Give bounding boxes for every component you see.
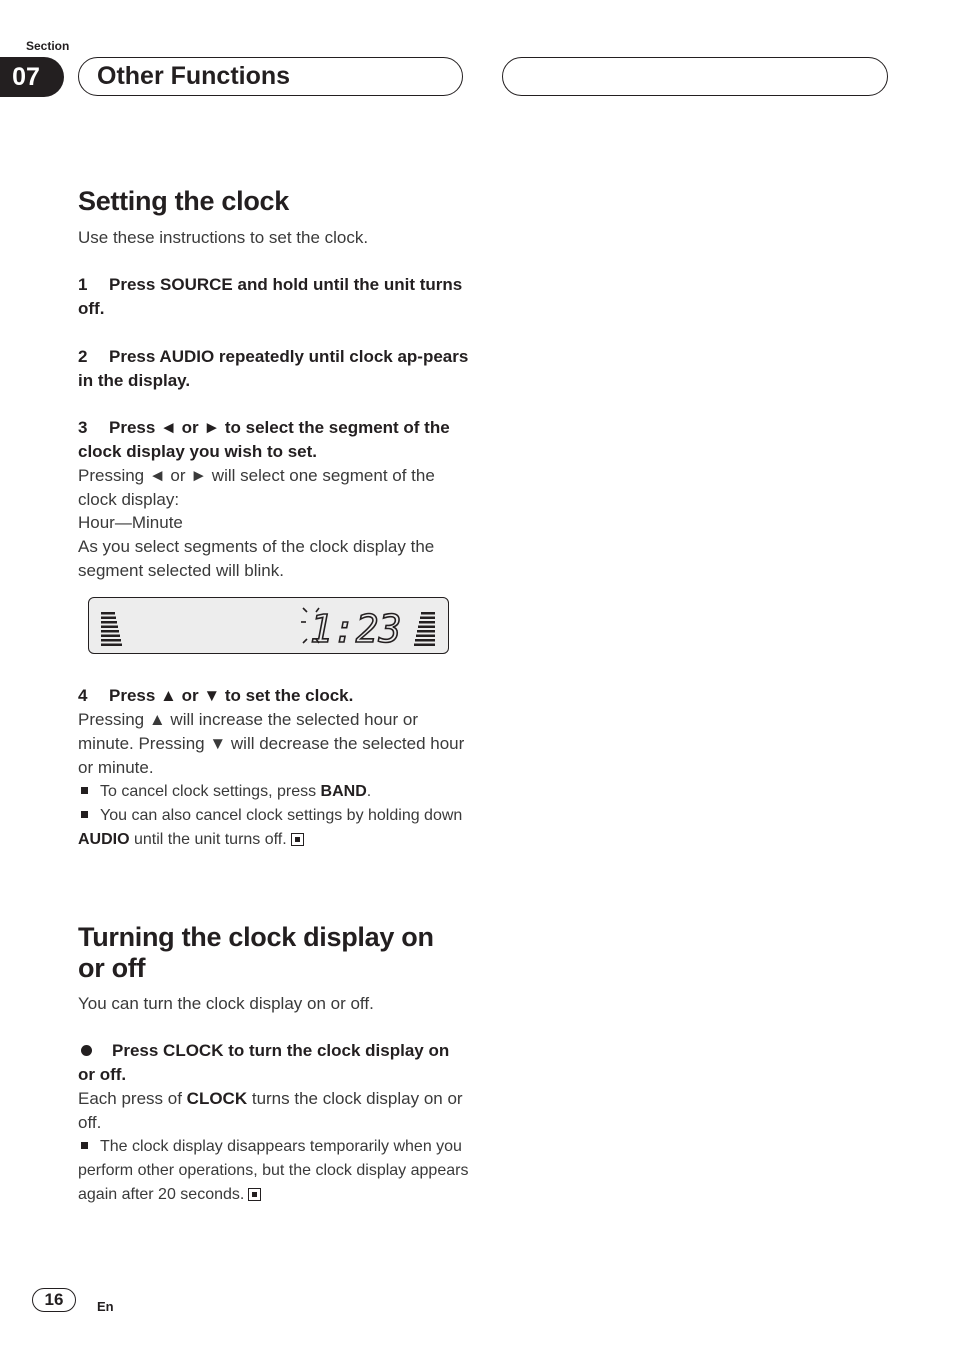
step-text: Press AUDIO repeatedly until clock ap-pears in the display. — [78, 347, 469, 390]
desc-key: CLOCK — [186, 1089, 248, 1108]
heading-setting-clock: Setting the clock — [78, 186, 289, 216]
step-3-segments: Hour—Minute — [78, 513, 183, 532]
note-text: You can also cancel clock settings by holding down — [100, 807, 463, 824]
heading-clock-display: Turning the clock display on or off — [78, 922, 434, 983]
section-title: Other Functions — [78, 57, 463, 96]
note-text: until the unit turns off. — [129, 831, 287, 848]
step-4 — [78, 684, 470, 708]
lcd-clock-display — [88, 597, 449, 654]
step-text: Press ◄ or ► to select the segment of the clock display you wish to set. — [78, 418, 450, 461]
right-header-pill — [502, 57, 888, 96]
right-level-bars-icon — [414, 612, 435, 646]
step-3 — [78, 416, 470, 464]
note-square-icon — [81, 811, 88, 818]
desc-text: turns the clock display on or off. — [78, 1089, 463, 1132]
left-level-bars-icon — [101, 612, 122, 646]
end-mark-icon — [248, 1188, 261, 1201]
lcd-time: 1:23 — [310, 607, 402, 651]
intro-clock-display: You can turn the clock display on or off. — [78, 994, 374, 1013]
note-text: . — [366, 783, 372, 800]
step-number: 3 — [78, 418, 88, 437]
step-text: Press CLOCK to turn the clock display on or off. — [78, 1041, 450, 1084]
step-number: 1 — [78, 275, 88, 294]
step-4-description: Pressing ▲ will increase the selected hour or minute. Pressing ▼ will decrease the selected hour or minute. — [78, 710, 465, 777]
bullet-icon — [81, 1045, 92, 1056]
section-number-tab: 07 — [0, 57, 64, 97]
note-text: The clock display disappears temporarily when you perform other operations, but the clock display appears again after 20 seconds. — [78, 1138, 469, 1203]
step-number: 4 — [78, 686, 88, 705]
step-clock-toggle — [78, 1039, 470, 1087]
clock-toggle-description — [78, 1087, 470, 1135]
note-key: BAND — [320, 783, 367, 800]
step-3-blink-note: As you select segments of the clock display the segment selected will blink. — [78, 537, 435, 580]
note-square-icon — [81, 787, 88, 794]
note-text: To cancel clock settings, press — [100, 783, 321, 800]
intro-setting-clock: Use these instructions to set the clock. — [78, 228, 369, 247]
desc-text: Each press of — [78, 1089, 187, 1108]
step-text: Press ▲ or ▼ to set the clock. — [109, 686, 354, 705]
note-cancel-audio — [78, 804, 470, 852]
page-number: 16 — [32, 1288, 76, 1312]
step-3-description: Pressing ◄ or ► will select one segment of the clock display: — [78, 466, 435, 509]
note-square-icon — [81, 1142, 88, 1149]
step-1 — [78, 273, 470, 321]
note-clock-temporary — [78, 1135, 470, 1207]
step-2 — [78, 345, 470, 393]
lcd-graphic — [89, 598, 447, 652]
step-number: 2 — [78, 347, 88, 366]
section-label: Section — [26, 39, 70, 53]
note-cancel-band — [78, 780, 470, 804]
language-label: En — [97, 1299, 114, 1314]
end-mark-icon — [291, 833, 304, 846]
step-text: Press SOURCE and hold until the unit turns off. — [78, 275, 463, 318]
note-key: AUDIO — [78, 831, 130, 848]
